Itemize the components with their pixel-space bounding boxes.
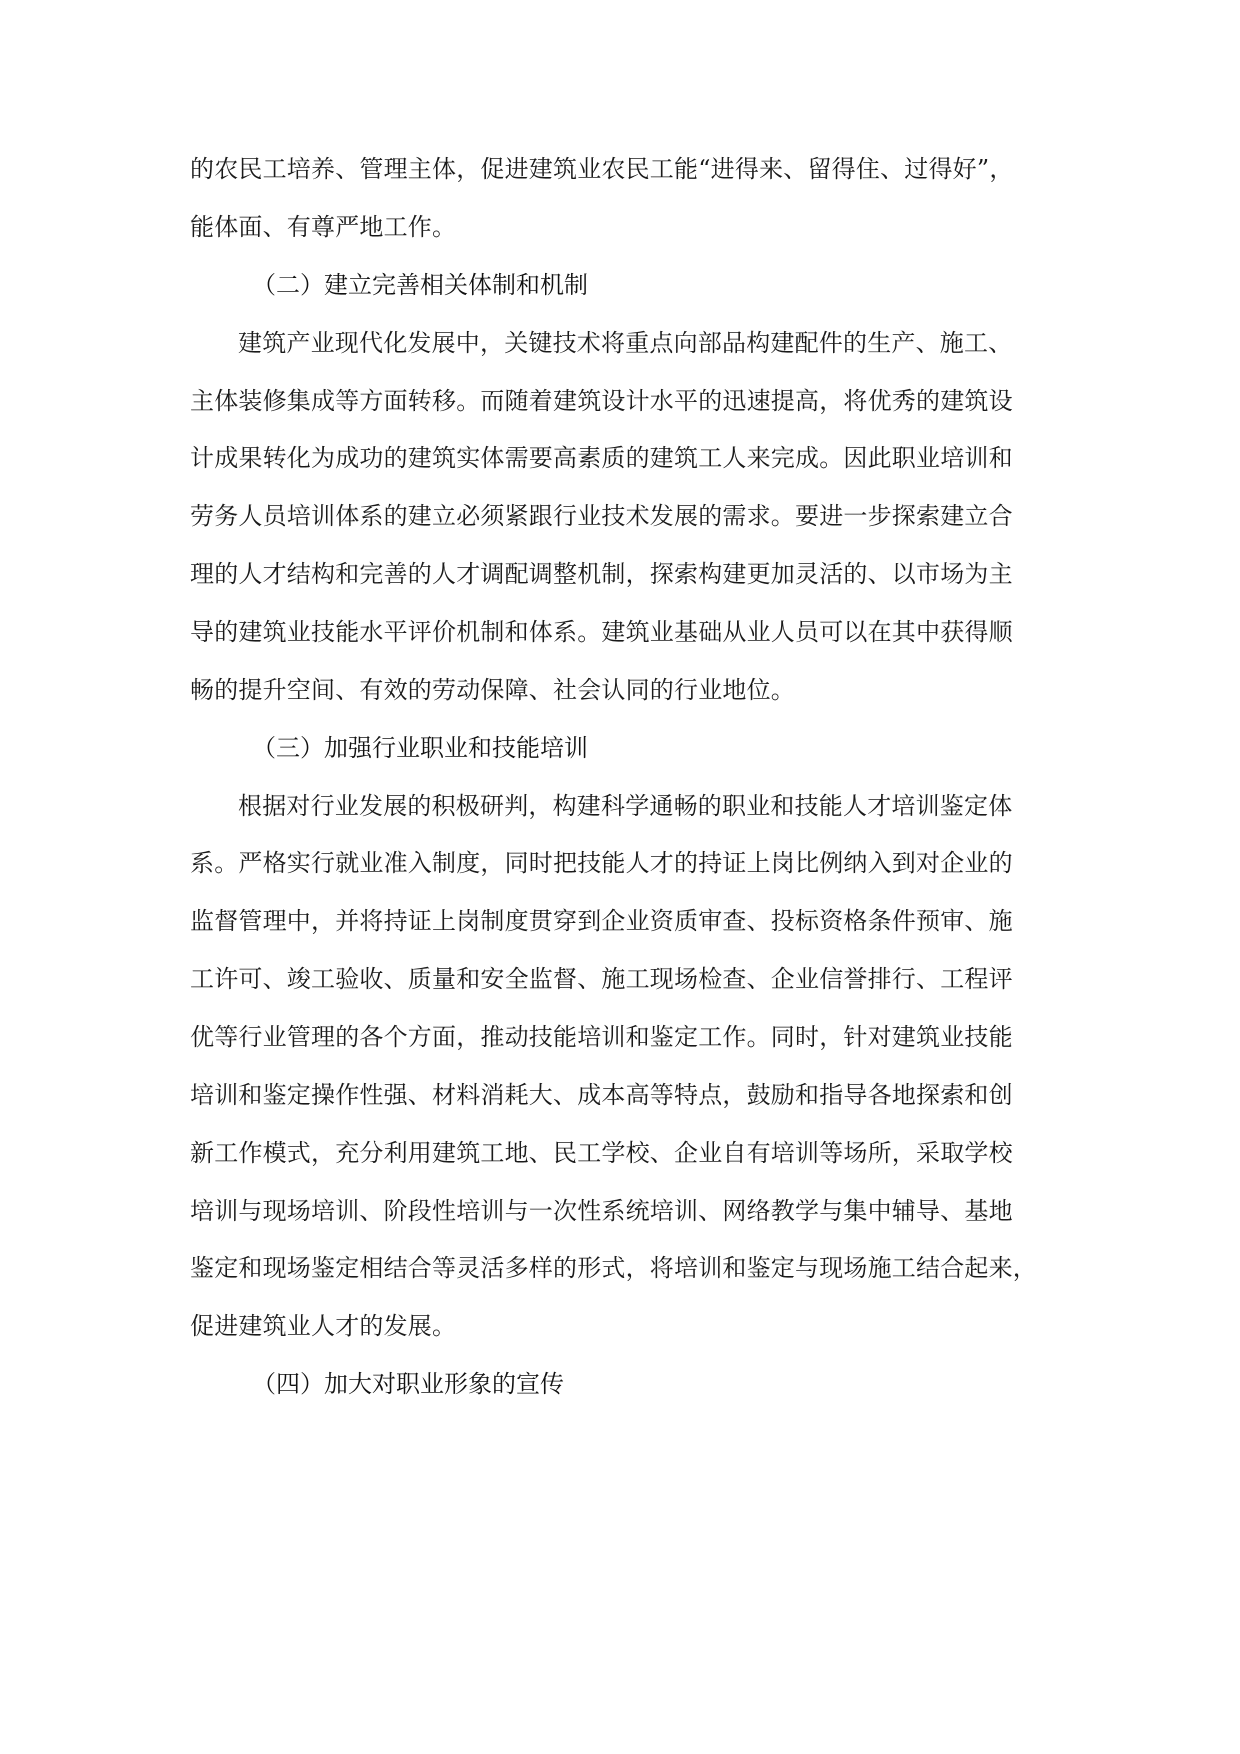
section-heading-2: （二）建立完善相关体制和机制 <box>252 271 588 299</box>
paragraph-line: 工许可、竣工验收、质量和安全监督、施工现场检查、企业信誉排行、工程评 <box>190 965 1013 993</box>
section-heading-4: （四）加大对职业形象的宣传 <box>252 1370 564 1398</box>
paragraph-line: 计成果转化为成功的建筑实体需要高素质的建筑工人来完成。因此职业培训和 <box>190 444 1013 472</box>
paragraph-line: 劳务人员培训体系的建立必须紧跟行业技术发展的需求。要进一步探索建立合 <box>190 502 1013 530</box>
paragraph-line: 理的人才结构和完善的人才调配调整机制，探索构建更加灵活的、以市场为主 <box>190 560 1013 588</box>
paragraph-line: 促进建筑业人才的发展。 <box>190 1312 457 1340</box>
paragraph-line: 监督管理中，并将持证上岗制度贯穿到企业资质审查、投标资格条件预审、施 <box>190 907 1013 935</box>
paragraph-line: 系。严格实行就业准入制度，同时把技能人才的持证上岗比例纳入到对企业的 <box>190 849 1013 877</box>
paragraph-line: 能体面、有尊严地工作。 <box>190 213 457 241</box>
paragraph-line: 畅的提升空间、有效的劳动保障、社会认同的行业地位。 <box>190 676 795 704</box>
paragraph-line: 优等行业管理的各个方面，推动技能培训和鉴定工作。同时，针对建筑业技能 <box>190 1023 1013 1051</box>
paragraph-line: 培训和鉴定操作性强、材料消耗大、成本高等特点，鼓励和指导各地探索和创 <box>190 1081 1013 1109</box>
paragraph-line: 主体装修集成等方面转移。而随着建筑设计水平的迅速提高，将优秀的建筑设 <box>190 387 1013 415</box>
paragraph-line: 导的建筑业技能水平评价机制和体系。建筑业基础从业人员可以在其中获得顺 <box>190 618 1013 646</box>
section-heading-3: （三）加强行业职业和技能培训 <box>252 734 588 762</box>
paragraph-line: 培训与现场培训、阶段性培训与一次性系统培训、网络教学与集中辅导、基地 <box>190 1197 1013 1225</box>
paragraph-line: 的农民工培养、管理主体，促进建筑业农民工能“进得来、留得住、过得好”， <box>190 155 1014 183</box>
paragraph-line: 根据对行业发展的积极研判，构建科学通畅的职业和技能人才培训鉴定体 <box>238 792 1013 820</box>
paragraph-line: 鉴定和现场鉴定相结合等灵活多样的形式，将培训和鉴定与现场施工结合起来， <box>190 1254 1037 1282</box>
paragraph-line: 建筑产业现代化发展中，关键技术将重点向部品构建配件的生产、施工、 <box>238 329 1013 357</box>
paragraph-line: 新工作模式，充分利用建筑工地、民工学校、企业自有培训等场所，采取学校 <box>190 1139 1013 1167</box>
